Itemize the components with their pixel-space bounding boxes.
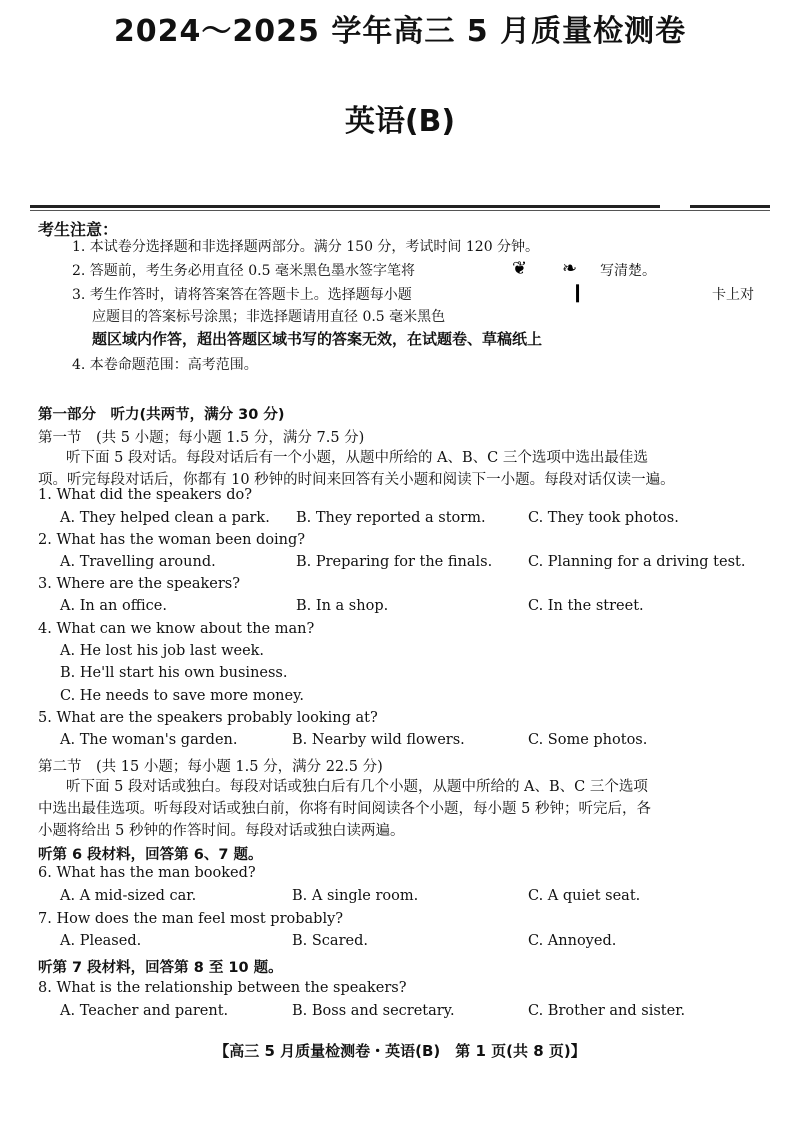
ink-smudge: ❦ — [512, 258, 528, 279]
q7-option-a: A. Pleased. — [60, 933, 142, 949]
notice-item-3-cont: 应题目的答案标号涂黑；非选择题请用直径 0.5 毫米黑色 — [92, 309, 446, 325]
part1-heading: 第一部分 听力(共两节，满分 30 分) — [38, 407, 285, 423]
q6-option-b: B. A single room. — [292, 888, 419, 904]
q8-option-a: A. Teacher and parent. — [60, 1003, 229, 1019]
q8-option-b: B. Boss and secretary. — [292, 1003, 455, 1019]
header-rule-thin — [30, 210, 770, 211]
q5-option-a: A. The woman's garden. — [60, 732, 238, 748]
exam-subject: 英语(B) — [344, 104, 456, 139]
q3-option-b: B. In a shop. — [296, 598, 389, 614]
notice-item-1: 1. 本试卷分选择题和非选择题两部分。满分 150 分，考试时间 120 分钟。 — [72, 239, 540, 255]
section2-instr-line3: 小题将给出 5 秒钟的作答时间。每段对话或独白读两遍。 — [38, 823, 405, 839]
material-6-heading: 听第 6 段材料，回答第 6、7 题。 — [38, 847, 263, 863]
section2-instr-line2: 中选出最佳选项。听每段对话或独白前，你将有时间阅读各个小题，每小题 5 秒钟；听完后，各 — [38, 801, 651, 817]
ink-smudge: ❙ — [570, 282, 586, 303]
q2-option-a: A. Travelling around. — [60, 554, 216, 570]
section1-instr-line1: 听下面 5 段对话。每段对话后有一个小题，从题中所给的 A、B、C 三个选项中选出最佳选 — [66, 450, 648, 466]
q7-option-b: B. Scared. — [292, 933, 368, 949]
section2-heading: 第二节 (共 15 小题；每小题 1.5 分，满分 22.5 分) — [38, 759, 383, 775]
question-3: 3. Where are the speakers? — [38, 576, 240, 592]
notice-item-2-end: 写清楚。 — [600, 263, 656, 279]
q3-option-a: A. In an office. — [60, 598, 167, 614]
header-rule-right — [690, 205, 770, 208]
section2-instructions — [38, 776, 768, 842]
question-5: 5. What are the speakers probably looking at? — [38, 710, 378, 726]
section2-instr-line1: 听下面 5 段对话或独白。每段对话或独白后有几个小题，从题中所给的 A、B、C 三个选项 — [66, 779, 648, 795]
q4-option-c: C. He needs to save more money. — [60, 688, 304, 704]
notice-item-3-end: 卡上对 — [712, 287, 754, 303]
q1-option-a: A. They helped clean a park. — [60, 510, 270, 526]
q6-option-c: C. A quiet seat. — [528, 888, 641, 904]
question-6: 6. What has the man booked? — [38, 865, 256, 881]
q3-option-c: C. In the street. — [528, 598, 644, 614]
exam-title: 2024～2025 学年高三 5 月质量检测卷 — [113, 14, 687, 49]
material-7-heading: 听第 7 段材料，回答第 8 至 10 题。 — [38, 960, 283, 976]
q2-option-c: C. Planning for a driving test. — [528, 554, 746, 570]
q8-option-c: C. Brother and sister. — [528, 1003, 686, 1019]
notice-item-3-cont2: 题区域内作答，超出答题区域书写的答案无效，在试题卷、草稿纸上 — [92, 330, 543, 348]
page-footer: 【高三 5 月质量检测卷・英语(B) 第 1 页(共 8 页)】 — [214, 1042, 586, 1060]
header-rule — [30, 205, 660, 208]
section1-heading: 第一节 (共 5 小题；每小题 1.5 分，满分 7.5 分) — [38, 430, 365, 446]
notice-item-3: 3. 考生作答时，请将答案答在答题卡上。选择题每小题 — [72, 287, 412, 303]
notice-item-4: 4. 本卷命题范围：高考范围。 — [72, 357, 258, 373]
question-8: 8. What is the relationship between the speakers? — [38, 980, 407, 996]
ink-smudge: ❧ — [562, 258, 578, 279]
q7-option-c: C. Annoyed. — [528, 933, 617, 949]
notice-heading: 考生注意： — [38, 220, 119, 239]
q5-option-c: C. Some photos. — [528, 732, 648, 748]
q4-option-b: B. He'll start his own business. — [60, 665, 288, 681]
section1-instructions — [38, 447, 768, 491]
notice-item-2: 2. 答题前，考生务必用直径 0.5 毫米黑色墨水签字笔将 — [72, 263, 415, 279]
q4-option-a: A. He lost his job last week. — [60, 643, 265, 659]
section1-instr-line2: 项。听完每段对话后，你都有 10 秒钟的时间来回答有关小题和阅读下一小题。每段对话仅读一遍。 — [38, 472, 675, 488]
q2-option-b: B. Preparing for the finals. — [296, 554, 493, 570]
question-1: 1. What did the speakers do? — [38, 487, 253, 503]
question-2: 2. What has the woman been doing? — [38, 532, 306, 548]
question-4: 4. What can we know about the man? — [38, 621, 315, 637]
q5-option-b: B. Nearby wild flowers. — [292, 732, 465, 748]
q1-option-b: B. They reported a storm. — [296, 510, 486, 526]
question-7: 7. How does the man feel most probably? — [38, 911, 344, 927]
q6-option-a: A. A mid-sized car. — [60, 888, 197, 904]
q1-option-c: C. They took photos. — [528, 510, 679, 526]
